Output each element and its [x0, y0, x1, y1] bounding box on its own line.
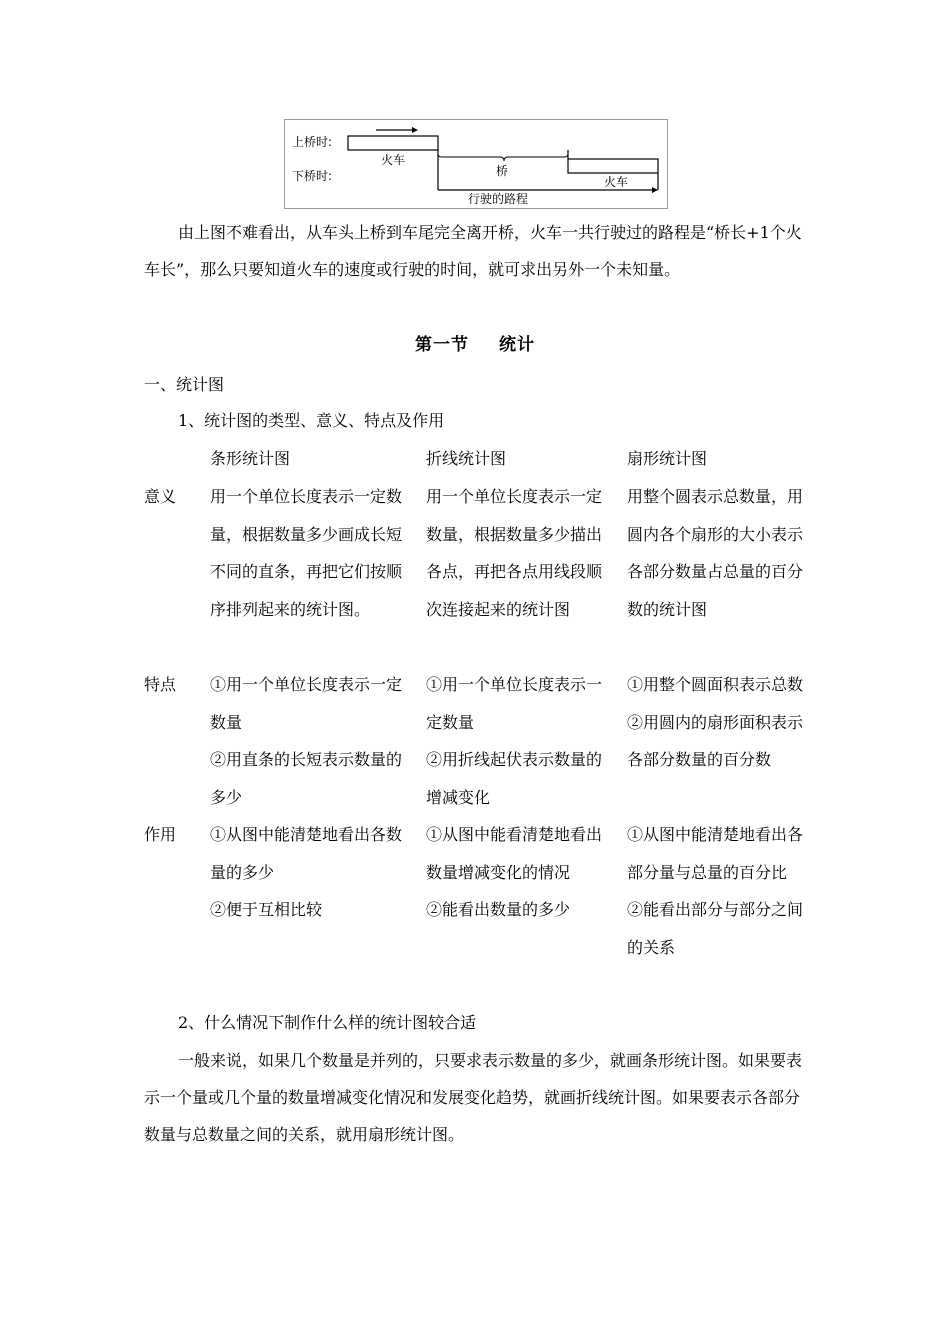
- final-paragraph: 一般来说，如果几个数量是并列的，只要求表示数量的多少，就画条形统计图。如果要表示一个量或几个量的数量增减变化情况和发展变化趋势，就画折线统计图。如果要表示各部分数量与总数量之间的关系，就用扇形统计图。: [144, 1051, 803, 1144]
- distance-label: 行驶的路程: [468, 192, 529, 206]
- cell-text: ①从图中能清楚地看出各数量的多少: [210, 825, 403, 882]
- cell-usage-pie: [627, 816, 811, 966]
- cell-text: ①用一个单位长度表示一定数量: [426, 675, 603, 732]
- col-header-bar-chart: 条形统计图: [210, 449, 291, 468]
- cell-text: ②用直条的长短表示数量的多少: [210, 750, 403, 807]
- train-rect-top: [348, 136, 438, 150]
- train-rect-bottom: [568, 159, 658, 173]
- label-on-bridge: 上桥时:: [292, 135, 333, 149]
- bridge-label: 桥: [496, 164, 509, 178]
- cell-text: ①用一个单位长度表示一定数量: [210, 675, 403, 732]
- cell-text: ②便于互相比较: [210, 900, 323, 919]
- train-bridge-diagram: [284, 119, 668, 209]
- heading-statistics-chart: 一、统计图: [144, 375, 225, 394]
- cell-text: ①从图中能清楚地看出各部分量与总量的百分比: [627, 825, 804, 882]
- train-bridge-svg: [284, 119, 668, 209]
- section-title: [0, 330, 950, 355]
- cell-meaning-bar: [210, 478, 414, 628]
- row-label-usage: 作用: [144, 825, 177, 844]
- cell-features-line: [426, 666, 616, 816]
- cell-text: 用一个单位长度表示一定数量，根据数量多少描出各点，再把各点用线段顺次连接起来的统计图: [426, 487, 603, 619]
- cell-usage-bar: [210, 816, 414, 929]
- cell-text: ②用圆内的扇形面积表示各部分数量的百分数: [627, 712, 804, 769]
- row-label-features: 特点: [144, 675, 177, 694]
- col-header-line-chart: 折线统计图: [426, 449, 507, 468]
- heading-when-to-use: 2、什么情况下制作什么样的统计图较合适: [178, 1013, 477, 1032]
- label-off-bridge: 下桥时:: [292, 169, 333, 183]
- cell-features-pie: [627, 666, 811, 779]
- cell-text: ②用折线起伏表示数量的增减变化: [426, 750, 603, 807]
- cell-text: 用一个单位长度表示一定数量，根据数量多少画成长短不同的直条，再把它们按顺序排列起来的统计图。: [210, 487, 403, 619]
- cell-features-bar: [210, 666, 414, 816]
- cell-text: 用整个圆表示总数量，用圆内各个扇形的大小表示各部分数量占总量的百分数的统计图: [627, 487, 804, 619]
- intro-paragraph: 由上图不难看出，从车头上桥到车尾完全离开桥，火车一共行驶过的路程是“桥长+1个火车长”，那么只要知道火车的速度或行驶的时间，就可求出另外一个未知量。: [144, 223, 802, 279]
- cell-text: ①用整个圆面积表示总数: [627, 675, 804, 694]
- train-label-bottom: 火车: [604, 175, 629, 189]
- cell-meaning-line: [426, 478, 616, 628]
- row-label-meaning: 意义: [144, 487, 177, 506]
- col-header-pie-chart: 扇形统计图: [627, 449, 708, 468]
- cell-text: ②能看出部分与部分之间的关系: [627, 900, 804, 957]
- section-title-part2: 统计: [499, 335, 535, 355]
- cell-meaning-pie: [627, 478, 811, 628]
- cell-text: ②能看出数量的多少: [426, 900, 571, 919]
- heading-chart-types: 1、统计图的类型、意义、特点及作用: [178, 411, 445, 430]
- section-title-part1: 第一节: [415, 335, 469, 355]
- cell-usage-line: [426, 816, 616, 929]
- train-label-top: 火车: [381, 153, 406, 167]
- cell-text: ①从图中能看清楚地看出数量增减变化的情况: [426, 825, 603, 882]
